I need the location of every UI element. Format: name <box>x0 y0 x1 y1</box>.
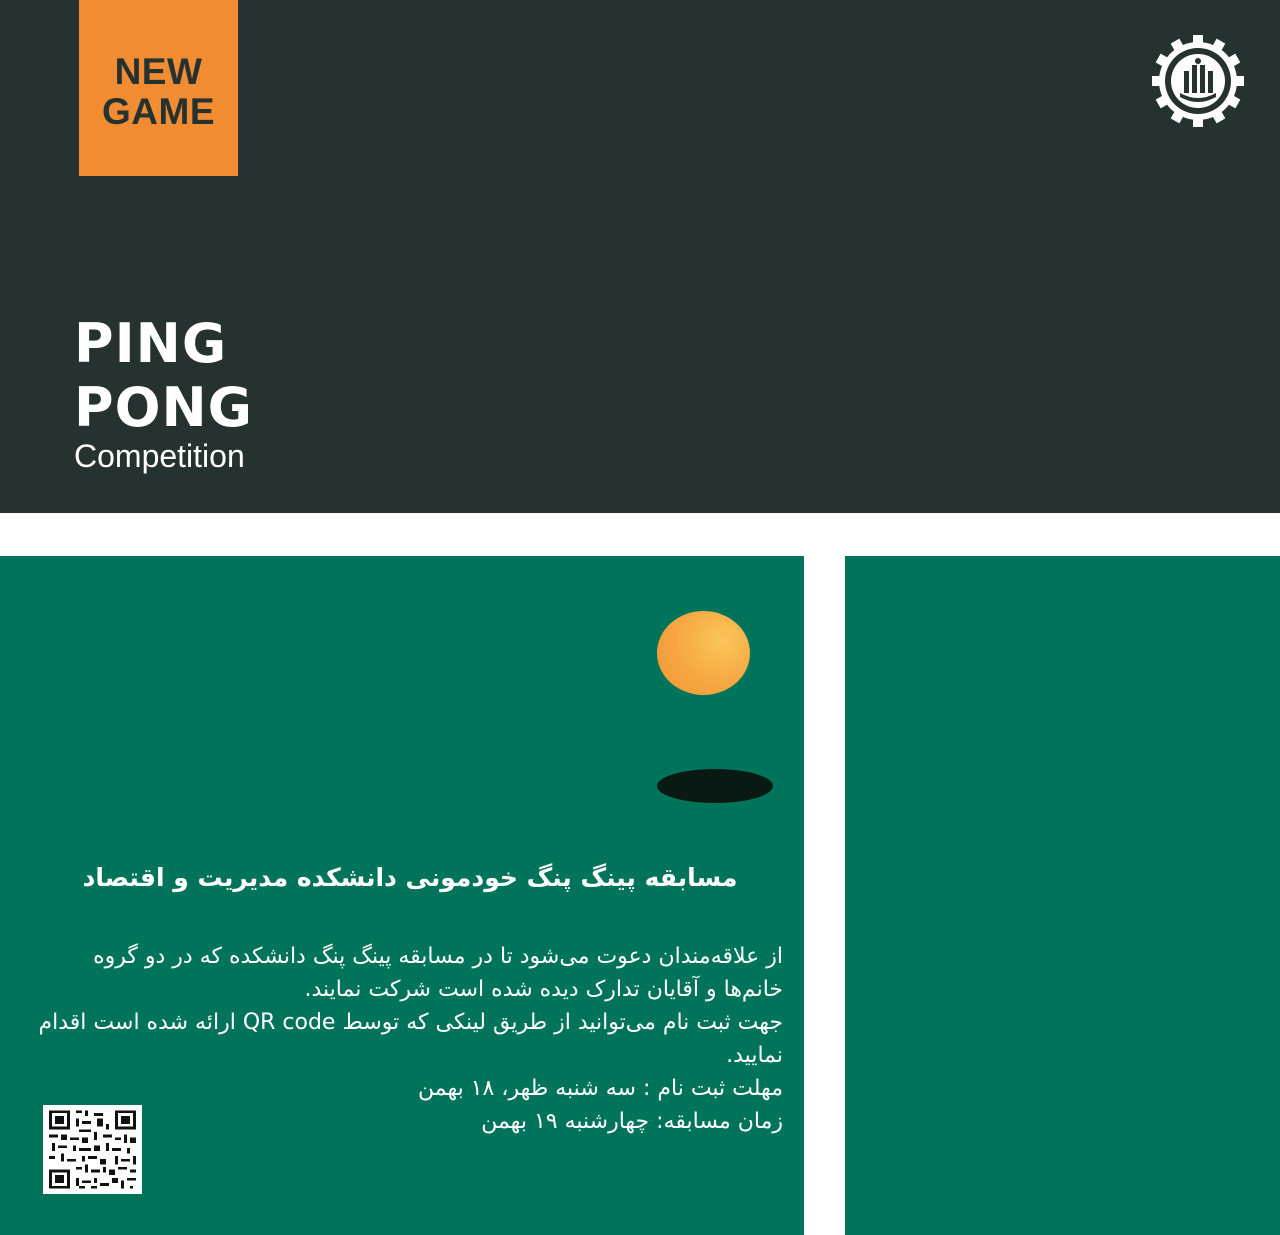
invite-text: از علاقه‌مندان دعوت می‌شود تا در مسابقه پینگ پنگ دانشکده که در دو گروه خانم‌ها و آقایان تدارک دیده شده است شرکت نمایند. <box>93 944 783 1002</box>
event-description <box>38 940 783 1138</box>
new-game-badge <box>79 0 238 176</box>
deadline-text: مهلت ثبت نام : سه شنبه ظهر، ۱۸ بهمن <box>418 1076 783 1101</box>
badge-line-1: NEW <box>114 51 203 92</box>
registration-text: جهت ثبت نام می‌توانید از طریق لینکی که توسط QR code ارائه شده است اقدام نمایید. <box>38 1010 783 1068</box>
title-line-1: PING <box>74 312 228 375</box>
title-subtitle: Competition <box>74 438 245 474</box>
university-emblem-icon <box>1148 35 1248 127</box>
date-text: زمان مسابقه: چهارشنبه ۱۹ بهمن <box>481 1109 783 1134</box>
side-panel <box>845 556 1280 1235</box>
ping-pong-ball-icon <box>657 611 750 695</box>
title-line-2: PONG <box>74 376 253 439</box>
badge-line-2: GAME <box>102 91 215 132</box>
event-title <box>74 312 253 474</box>
qr-code-icon[interactable] <box>43 1105 142 1194</box>
ball-shadow <box>657 769 773 803</box>
event-heading: مسابقه پینگ پنگ خودمونی دانشکده مدیریت و اقتصاد <box>82 863 738 892</box>
